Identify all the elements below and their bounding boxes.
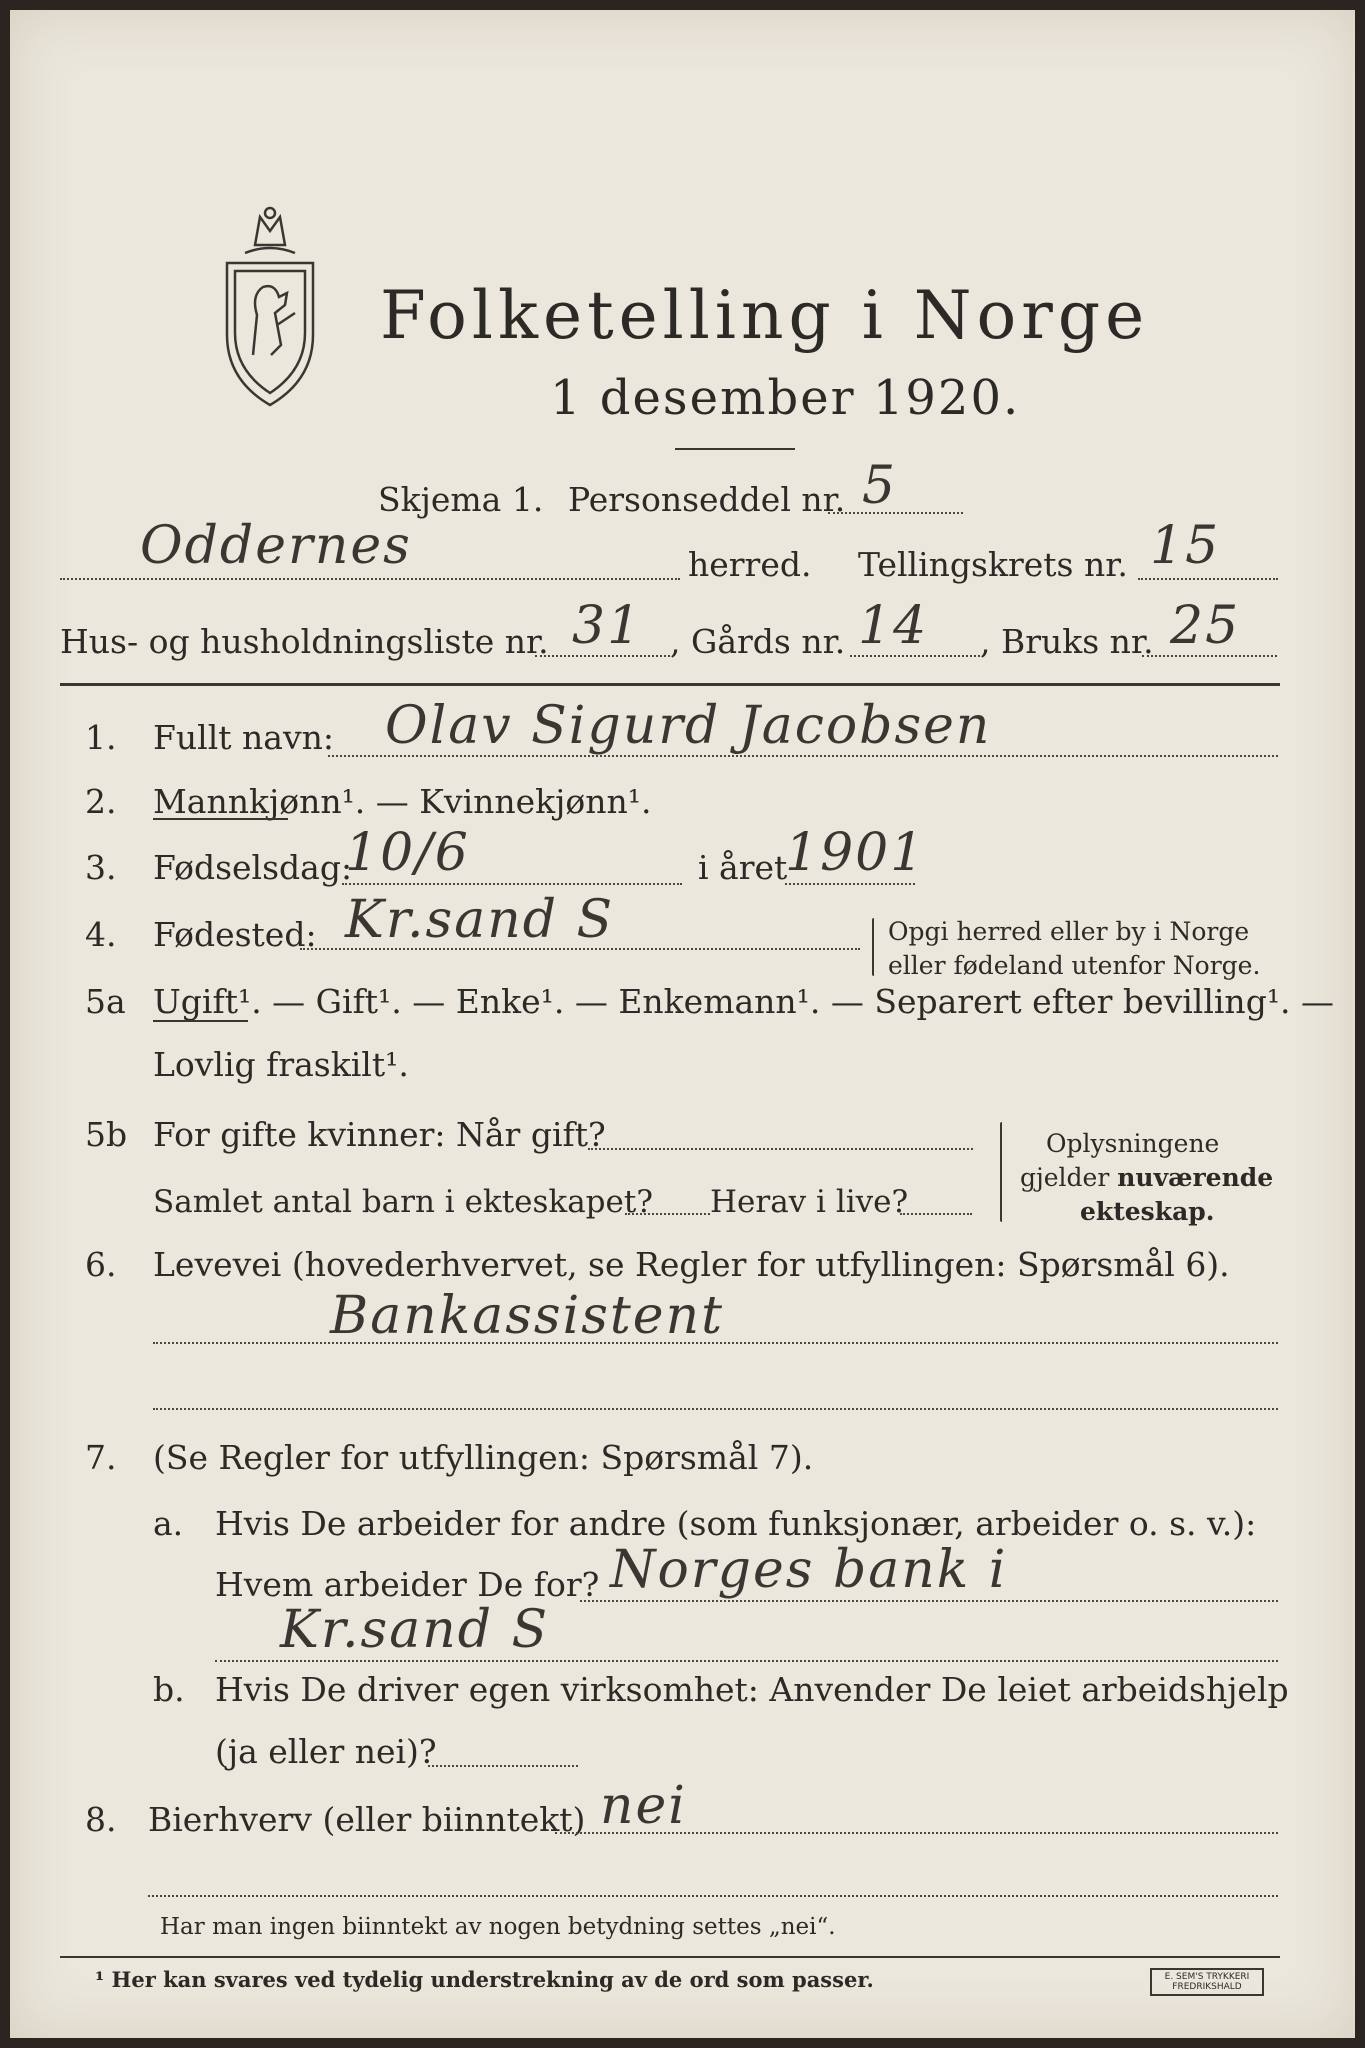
q5a-line2: Lovlig fraskilt¹. (153, 1045, 409, 1084)
hus-label: Hus- og husholdningsliste nr. (60, 622, 549, 661)
q5b-label-married: For gifte kvinner: Når gift? (153, 1115, 606, 1154)
q4-label: Fødested: (153, 915, 317, 954)
hus-value: 31 (572, 596, 643, 656)
q2-number: 2. (85, 782, 117, 821)
footer-rule (60, 1956, 1280, 1958)
form-title: Folketelling i Norge (380, 277, 1150, 354)
q5a-line1: Ugift¹. — Gift¹. — Enke¹. — Enkemann¹. — Separert efter bevilling¹. — (153, 982, 1335, 1021)
gards-label: , Gårds nr. (670, 622, 846, 661)
ugift-underline (153, 1020, 248, 1022)
occupation-value: Bankassistent (330, 1286, 724, 1346)
footnote: ¹ Her kan svares ved tydelig understrekning av de ord som passer. (95, 1967, 874, 1992)
q5b-label-children: Samlet antal barn i ekteskapet? (153, 1184, 653, 1220)
q1-number: 1. (85, 718, 117, 757)
title-divider (675, 448, 795, 450)
q1-label: Fullt navn: (153, 718, 334, 757)
schema-label: Skjema 1. (378, 480, 544, 519)
q4-number: 4. (85, 915, 117, 954)
q3-label: Fødselsdag: (153, 848, 353, 887)
q3-number: 3. (85, 848, 117, 887)
q7-number: 7. (85, 1438, 117, 1477)
bruks-value: 25 (1170, 596, 1241, 656)
mannkjonn-underline (153, 818, 288, 820)
printer-stamp: E. SEM'S TRYKKERI FREDRIKSHALD (1150, 1968, 1264, 1996)
q7-label: (Se Regler for utfyllingen: Spørsmål 7). (153, 1438, 814, 1477)
birthdate-value: 10/6 (345, 823, 470, 883)
birthplace-note-1: Opgi herred eller by i Norge (888, 917, 1250, 946)
q7a-line1: Hvis De arbeider for andre (som funksjonær, arbeider o. s. v.): (215, 1504, 1257, 1543)
employer-value-2: Kr.sand S (280, 1600, 550, 1660)
q6-number: 6. (85, 1245, 117, 1284)
q5a-number: 5a (85, 982, 126, 1021)
tellingskrets-label: Tellingskrets nr. (858, 545, 1128, 584)
year-label: i året (698, 848, 788, 887)
birth-year-value: 1901 (785, 823, 926, 883)
census-date: 1 desember 1920. (550, 370, 1021, 426)
full-name-value: Olav Sigurd Jacobsen (385, 696, 992, 756)
q5b-label-alive: Herav i live? (710, 1184, 909, 1220)
norwegian-coat-of-arms-icon (215, 205, 325, 415)
census-form-page (10, 10, 1355, 2038)
q6-label: Levevei (hovederhvervet, se Regler for utfyllingen: Spørsmål 6). (153, 1245, 1230, 1284)
q8-label: Bierhverv (eller biinntekt) (148, 1800, 586, 1839)
q7a-line2: Hvem arbeider De for? (215, 1565, 600, 1604)
q7b-line1: Hvis De driver egen virksomhet: Anvender De leiet arbeidshjelp (215, 1670, 1289, 1709)
personseddel-value: 5 (862, 456, 898, 516)
birthplace-note-2: eller fødeland utenfor Norge. (888, 951, 1261, 980)
header-rule (60, 683, 1280, 686)
employer-value-1: Norges bank i (610, 1540, 1008, 1600)
birthplace-value: Kr.sand S (345, 890, 615, 950)
nei-note: Har man ingen biinntekt av nogen betydning settes „nei“. (160, 1914, 836, 1940)
q2-label: Mannkjønn¹. — Kvinnekjønn¹. (153, 782, 652, 821)
q5b-note-3: ekteskap. (1080, 1197, 1215, 1226)
personseddel-label: Personseddel nr. (568, 480, 846, 519)
q5b-number: 5b (85, 1115, 128, 1154)
q7b-line2: (ja eller nei)? (215, 1732, 437, 1771)
side-income-value: nei (600, 1776, 687, 1836)
herred-value: Oddernes (140, 516, 412, 576)
bruks-label: , Bruks nr. (980, 622, 1154, 661)
herred-label: herred. (688, 545, 812, 584)
gards-value: 14 (858, 596, 929, 656)
q7a-letter: a. (153, 1504, 184, 1543)
tellingskrets-value: 15 (1150, 516, 1221, 576)
q8-number: 8. (85, 1800, 117, 1839)
q7b-letter: b. (153, 1670, 185, 1709)
q5b-note-2: gjelder nuværende (1020, 1163, 1274, 1192)
q5b-note-1: Oplysningene (1046, 1129, 1220, 1158)
